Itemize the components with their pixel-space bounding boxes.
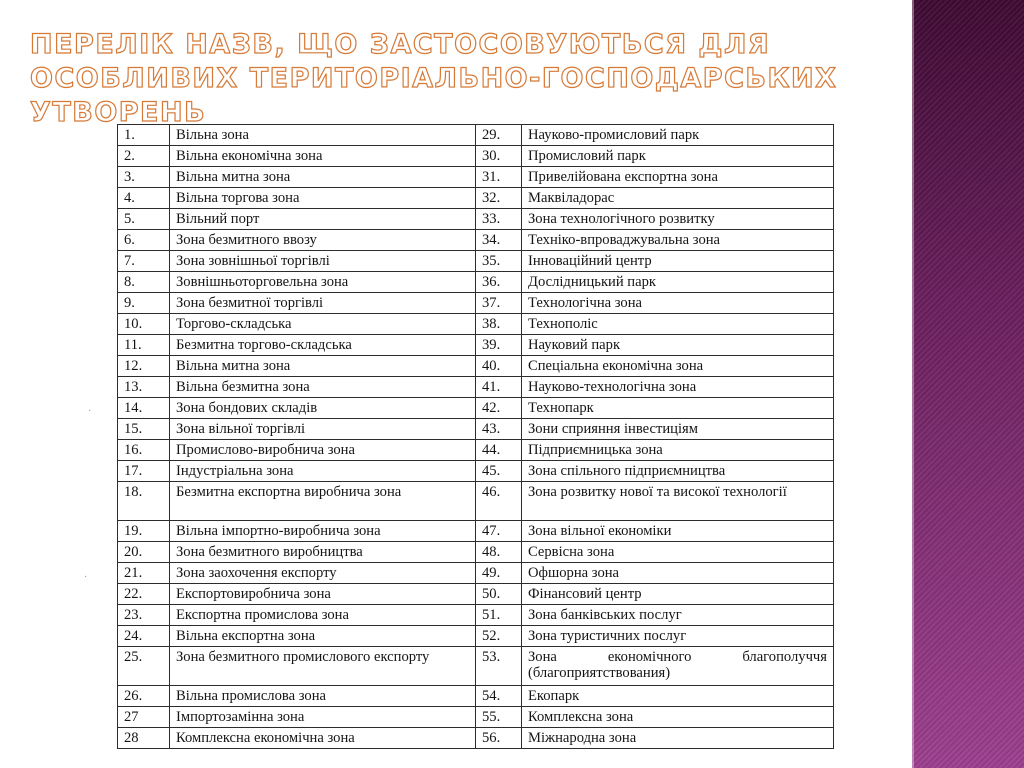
right-number-cell: 34. [476,230,522,251]
left-name-cell: Вільна зона [170,125,476,146]
left-number-cell: 16. [118,440,170,461]
left-number-cell: 6. [118,230,170,251]
right-number-cell: 54. [476,686,522,707]
left-number-cell: 9. [118,293,170,314]
left-name-cell: Вільна митна зона [170,356,476,377]
table-row [118,398,834,419]
right-name-cell: Зона технологічного розвитку [522,209,834,230]
right-number-cell: 53. [476,647,522,686]
left-name-cell: Зовнішньоторговельна зона [170,272,476,293]
left-name-cell: Вільний порт [170,209,476,230]
right-name-cell: Техніко-впроваджувальна зона [522,230,834,251]
left-number-cell: 3. [118,167,170,188]
right-number-cell: 35. [476,251,522,272]
left-number-cell: 26. [118,686,170,707]
table-row [118,146,834,167]
left-name-cell: Індустріальна зона [170,461,476,482]
right-name-cell: Привелійована експортна зона [522,167,834,188]
right-name-cell: Технологічна зона [522,293,834,314]
left-name-cell: Зона безмитного промислового експорту [170,647,476,686]
left-number-cell: 17. [118,461,170,482]
left-number-cell: 14. [118,398,170,419]
right-name-cell: Спеціальна економічна зона [522,356,834,377]
left-number-cell: 25. [118,647,170,686]
left-name-cell: Безмитна експортна виробнича зона [170,482,476,521]
right-number-cell: 30. [476,146,522,167]
left-number-cell: 15. [118,419,170,440]
right-number-cell: 52. [476,626,522,647]
left-number-cell: 20. [118,542,170,563]
table-row [118,209,834,230]
right-name-cell: Науково-промисловий парк [522,125,834,146]
table-row [118,314,834,335]
right-number-cell: 29. [476,125,522,146]
table-row [118,584,834,605]
right-name-cell: Фінансовий центр [522,584,834,605]
left-name-cell: Зона зовнішньої торгівлі [170,251,476,272]
left-name-cell: Зона безмитного виробництва [170,542,476,563]
left-name-cell: Вільна безмитна зона [170,377,476,398]
right-number-cell: 41. [476,377,522,398]
right-name-cell: Науково-технологічна зона [522,377,834,398]
right-name-cell: Комплексна зона [522,707,834,728]
left-number-cell: 22. [118,584,170,605]
left-number-cell: 2. [118,146,170,167]
right-number-cell: 38. [476,314,522,335]
left-name-cell: Вільна торгова зона [170,188,476,209]
table-row [118,707,834,728]
right-number-cell: 55. [476,707,522,728]
slide-title: ПЕРЕЛІК НАЗВ, ЩО ЗАСТОСОВУЮТЬСЯ ДЛЯ ОСОБЛИВИХ ТЕРИТОРІАЛЬНО-ГОСПОДАРСЬКИХ УТВОРЕНЬ [30,29,838,128]
right-number-cell: 36. [476,272,522,293]
right-name-cell: Сервісна зона [522,542,834,563]
left-number-cell: 11. [118,335,170,356]
right-name-cell: Офшорна зона [522,563,834,584]
right-name-cell: Науковий парк [522,335,834,356]
right-number-cell: 32. [476,188,522,209]
left-number-cell: 13. [118,377,170,398]
left-name-cell: Експортна промислова зона [170,605,476,626]
right-number-cell: 31. [476,167,522,188]
left-name-cell: Зона безмитної торгівлі [170,293,476,314]
right-name-cell: Зона банківських послуг [522,605,834,626]
right-name-cell: Зона економічного благополуччя (благоприятствования) [522,647,834,686]
left-name-cell: Вільна імпортно-виробнича зона [170,521,476,542]
decorative-sidebar [912,0,1024,768]
right-name-cell: Дослідницький парк [522,272,834,293]
left-number-cell: 4. [118,188,170,209]
table-row [118,335,834,356]
table-row [118,419,834,440]
table-row [118,563,834,584]
table-row [118,272,834,293]
right-name-cell: Промисловий парк [522,146,834,167]
left-number-cell: 5. [118,209,170,230]
right-number-cell: 47. [476,521,522,542]
zone-names-table [117,124,834,749]
left-name-cell: Вільна митна зона [170,167,476,188]
left-number-cell: 7. [118,251,170,272]
right-number-cell: 51. [476,605,522,626]
table-row [118,440,834,461]
table-row [118,356,834,377]
table-row [118,647,834,686]
right-number-cell: 33. [476,209,522,230]
right-name-cell: Зона туристичних послуг [522,626,834,647]
right-name-cell: Підприємницька зона [522,440,834,461]
table-row [118,605,834,626]
table-row [118,167,834,188]
scan-speck: · [84,572,88,583]
left-number-cell: 18. [118,482,170,521]
scan-speck: · [88,406,92,417]
table-row [118,482,834,521]
right-name-cell: Технополіс [522,314,834,335]
right-number-cell: 42. [476,398,522,419]
right-name-cell: Зона спільного підприємництва [522,461,834,482]
table-body [118,125,834,749]
left-name-cell: Зона безмитного ввозу [170,230,476,251]
left-number-cell: 1. [118,125,170,146]
left-name-cell: Торгово-складська [170,314,476,335]
table-row [118,728,834,749]
table-row [118,230,834,251]
left-number-cell: 19. [118,521,170,542]
left-name-cell: Промислово-виробнича зона [170,440,476,461]
right-number-cell: 45. [476,461,522,482]
right-name-cell: Екопарк [522,686,834,707]
right-number-cell: 50. [476,584,522,605]
left-name-cell: Комплексна економічна зона [170,728,476,749]
right-number-cell: 43. [476,419,522,440]
table-row [118,188,834,209]
right-name-cell: Маквіладорас [522,188,834,209]
right-number-cell: 44. [476,440,522,461]
right-number-cell: 39. [476,335,522,356]
left-name-cell: Вільна промислова зона [170,686,476,707]
right-name-cell: Міжнародна зона [522,728,834,749]
right-number-cell: 37. [476,293,522,314]
right-number-cell: 40. [476,356,522,377]
table-row [118,461,834,482]
left-name-cell: Зона вільної торгівлі [170,419,476,440]
right-name-cell: Зона розвитку нової та високої технології [522,482,834,521]
left-number-cell: 8. [118,272,170,293]
left-number-cell: 27 [118,707,170,728]
table-row [118,251,834,272]
right-name-cell: Зона вільної економіки [522,521,834,542]
left-name-cell: Безмитна торгово-складська [170,335,476,356]
right-number-cell: 46. [476,482,522,521]
right-number-cell: 49. [476,563,522,584]
left-number-cell: 12. [118,356,170,377]
left-number-cell: 23. [118,605,170,626]
table-row [118,686,834,707]
left-name-cell: Вільна експортна зона [170,626,476,647]
table-row [118,377,834,398]
table-row [118,125,834,146]
table-row [118,542,834,563]
right-name-cell: Інноваційний центр [522,251,834,272]
left-name-cell: Вільна економічна зона [170,146,476,167]
left-name-cell: Зона бондових складів [170,398,476,419]
table-row [118,626,834,647]
left-name-cell: Імпортозамінна зона [170,707,476,728]
right-number-cell: 48. [476,542,522,563]
left-number-cell: 24. [118,626,170,647]
left-name-cell: Експортовиробнича зона [170,584,476,605]
left-number-cell: 21. [118,563,170,584]
table-row [118,521,834,542]
table-row [118,293,834,314]
left-number-cell: 10. [118,314,170,335]
left-number-cell: 28 [118,728,170,749]
right-number-cell: 56. [476,728,522,749]
right-name-cell: Зони сприяння інвестиціям [522,419,834,440]
right-name-cell: Технопарк [522,398,834,419]
left-name-cell: Зона заохочення експорту [170,563,476,584]
